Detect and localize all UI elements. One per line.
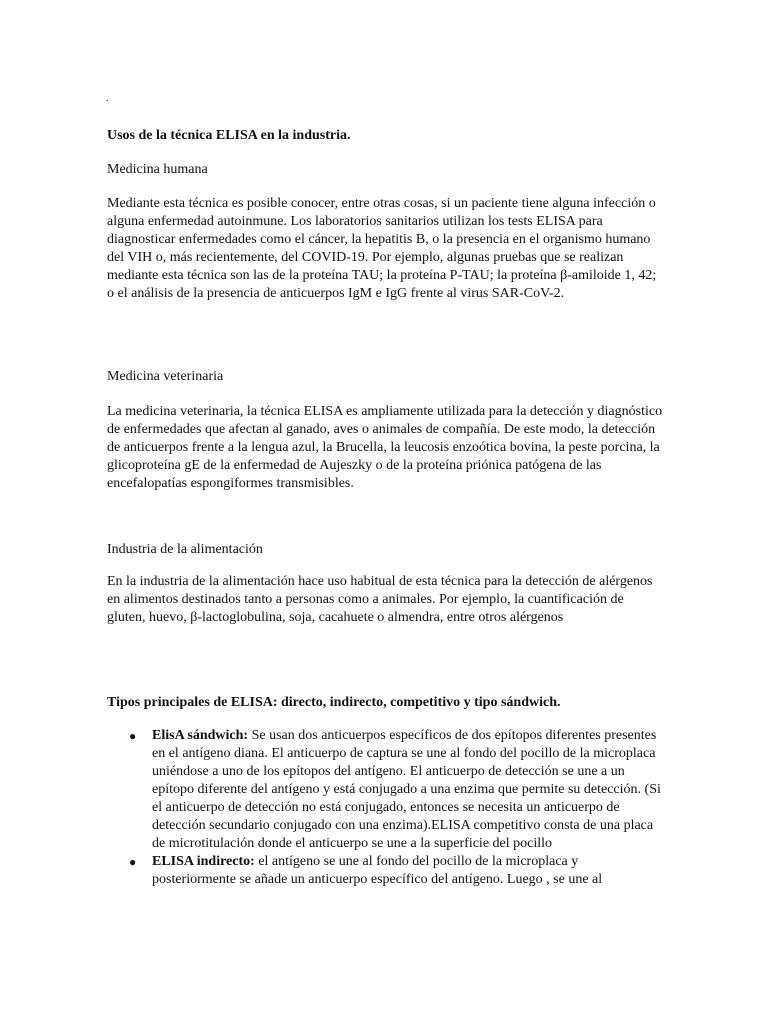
bullet-icon: ● xyxy=(129,855,137,869)
section-heading-medicina-humana: Medicina humana xyxy=(107,162,208,177)
page-marker: . xyxy=(106,93,109,104)
section-text-medicina-veterinaria: La medicina veterinaria, la técnica ELISA es ampliamente utilizada para la detección y diagnóstico de enfermedades que afectan al ganado, aves o animales de compañía. De este modo, la detección de anticuerpos frente a la lengua azul, la Brucella, la leucosis enzoótica bovina, la peste porcina, la glicoproteína gE de la enfermedad de Aujeszky o de la proteína priónica patógena de las encefalopatías espongiformes transmisibles. xyxy=(107,404,663,491)
list-item xyxy=(107,727,667,853)
section-text-medicina-humana: Mediante esta técnica es posible conocer, entre otras cosas, si un paciente tiene alguna infección o alguna enfermedad autoinmune. Los laboratorios sanitarios utilizan los tests ELISA para diagnosticar enfermedades como el cáncer, la hepatitis B, o la presencia en el organismo humano del VIH o, más recientemente, del COVID-19. Por ejemplo, algunas pruebas que se realizan mediante esta técnica son las de la proteína TAU; la proteína P-TAU; la proteína β-amiloide 1, 42; o el análisis de la presencia de anticuerpos IgM e IgG frente al virus SAR-CoV-2. xyxy=(107,196,657,301)
document-title: Usos de la técnica ELISA en la industria. xyxy=(107,128,351,143)
elisa-types-list xyxy=(107,727,667,889)
bullet-icon: ● xyxy=(129,729,137,743)
section-heading-medicina-veterinaria: Medicina veterinaria xyxy=(107,369,224,384)
list-item-term: ElisA sándwich: xyxy=(152,728,249,743)
elisa-types-heading: Tipos principales de ELISA: directo, indirecto, competitivo y tipo sándwich. xyxy=(107,695,561,710)
list-item-text: el antígeno se une al fondo del pocillo de la microplaca y posteriormente se añade un anticuerpo específico del antígeno. Luego , se une al xyxy=(152,854,603,887)
section-text-industria-alimentacion: En la industria de la alimentación hace uso habitual de esta técnica para la detección de alérgenos en alimentos destinados tanto a personas como a animales. Por ejemplo, la cuantificación de gluten, huevo, β-lactoglobulina, soja, cacahuete o almendra, entre otros alérgenos xyxy=(107,574,653,625)
list-item xyxy=(107,853,667,889)
list-item-text: Se usan dos anticuerpos específicos de dos epítopos diferentes presentes en el antígeno diana. El anticuerpo de captura se une al fondo del pocillo de la microplaca uniéndose a uno de los epítopos del antígeno. El anticuerpo de detección se une a un epítopo diferente del antígeno y está conjugado a una enzima que permite su detección. (Si el anticuerpo de detección no está conjugado, entonces se necesita un anticuerpo de detección secundario conjugado con una enzima).ELISA competitivo consta de una placa de microtitulación donde el anticuerpo se une a la superficie del pocillo xyxy=(152,728,661,851)
list-item-term: ELISA indirecto: xyxy=(152,854,255,869)
section-heading-industria-alimentacion: Industria de la alimentación xyxy=(107,542,263,557)
